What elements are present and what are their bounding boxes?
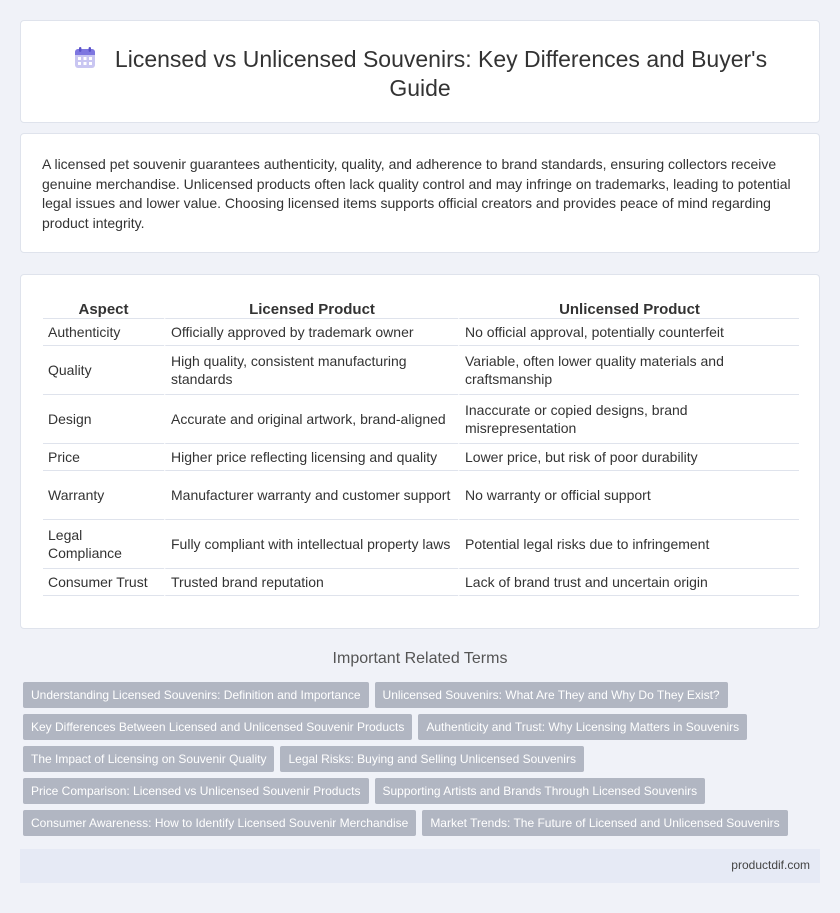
related-term-tag[interactable]: Market Trends: The Future of Licensed and Unlicensed Souvenirs	[422, 810, 787, 836]
page-title-text: Licensed vs Unlicensed Souvenirs: Key Differences and Buyer's Guide	[114, 46, 768, 101]
cell-aspect: Authenticity	[43, 319, 164, 346]
table-row	[43, 395, 799, 444]
tag-row	[23, 682, 813, 714]
table-row	[43, 569, 799, 596]
related-term-tag[interactable]: Unlicensed Souvenirs: What Are They and Why Do They Exist?	[375, 682, 728, 708]
table-row	[43, 346, 799, 395]
cell-licensed: Fully compliant with intellectual property laws	[164, 520, 458, 569]
header-card	[20, 20, 820, 123]
page-title	[61, 45, 779, 103]
related-term-tag[interactable]: Supporting Artists and Brands Through Licensed Souvenirs	[375, 778, 706, 804]
calendar-icon	[73, 46, 97, 70]
related-term-tag[interactable]: Authenticity and Trust: Why Licensing Matters in Souvenirs	[418, 714, 747, 740]
tag-row	[23, 714, 813, 746]
cell-aspect: Price	[43, 444, 164, 471]
table-row	[43, 520, 799, 569]
cell-unlicensed: Potential legal risks due to infringement	[458, 520, 799, 569]
table-row	[43, 471, 799, 520]
cell-unlicensed: Lower price, but risk of poor durability	[458, 444, 799, 471]
cell-licensed: Higher price reflecting licensing and quality	[164, 444, 458, 471]
related-term-tag[interactable]: Understanding Licensed Souvenirs: Definition and Importance	[23, 682, 369, 708]
cell-aspect: Consumer Trust	[43, 569, 164, 596]
header-unlicensed: Unlicensed Product	[458, 297, 799, 319]
cell-aspect: Warranty	[43, 471, 164, 520]
cell-licensed: Trusted brand reputation	[164, 569, 458, 596]
related-terms-title: Important Related Terms	[332, 650, 508, 667]
cell-unlicensed: No warranty or official support	[458, 471, 799, 520]
cell-aspect: Design	[43, 395, 164, 444]
comparison-card	[20, 274, 820, 629]
related-term-tag[interactable]: Consumer Awareness: How to Identify Licensed Souvenir Merchandise	[23, 810, 416, 836]
comparison-table	[43, 297, 799, 596]
table-header-row	[43, 297, 799, 319]
related-terms-list	[23, 682, 813, 842]
intro-paragraph: A licensed pet souvenir guarantees authenticity, quality, and adherence to brand standards, ensuring collectors receive genuine merchandise. Unlicensed products often lack quality control and may infringe on trademarks, leading to potential legal issues and lower value. Choosing licensed items supports official creators and provides peace of mind regarding product integrity.	[42, 156, 791, 231]
related-term-tag[interactable]: The Impact of Licensing on Souvenir Quality	[23, 746, 274, 772]
related-term-tag[interactable]: Price Comparison: Licensed vs Unlicensed Souvenir Products	[23, 778, 369, 804]
cell-unlicensed: Inaccurate or copied designs, brand misrepresentation	[458, 395, 799, 444]
intro-card	[20, 133, 820, 253]
cell-licensed: Officially approved by trademark owner	[164, 319, 458, 346]
cell-licensed: Accurate and original artwork, brand-aligned	[164, 395, 458, 444]
tag-row	[23, 746, 813, 778]
cell-licensed: High quality, consistent manufacturing standards	[164, 346, 458, 395]
cell-aspect: Quality	[43, 346, 164, 395]
cell-unlicensed: Lack of brand trust and uncertain origin	[458, 569, 799, 596]
tag-row	[23, 778, 813, 810]
table-row	[43, 444, 799, 471]
footer	[20, 849, 820, 883]
header-aspect: Aspect	[43, 297, 164, 319]
footer-site-link[interactable]: productdif.com	[731, 858, 810, 872]
related-term-tag[interactable]: Key Differences Between Licensed and Unlicensed Souvenir Products	[23, 714, 412, 740]
cell-unlicensed: Variable, often lower quality materials and craftsmanship	[458, 346, 799, 395]
cell-licensed: Manufacturer warranty and customer support	[164, 471, 458, 520]
cell-aspect: Legal Compliance	[43, 520, 164, 569]
tag-row	[23, 810, 813, 842]
header-licensed: Licensed Product	[164, 297, 458, 319]
related-term-tag[interactable]: Legal Risks: Buying and Selling Unlicensed Souvenirs	[280, 746, 584, 772]
cell-unlicensed: No official approval, potentially counterfeit	[458, 319, 799, 346]
table-row	[43, 319, 799, 346]
